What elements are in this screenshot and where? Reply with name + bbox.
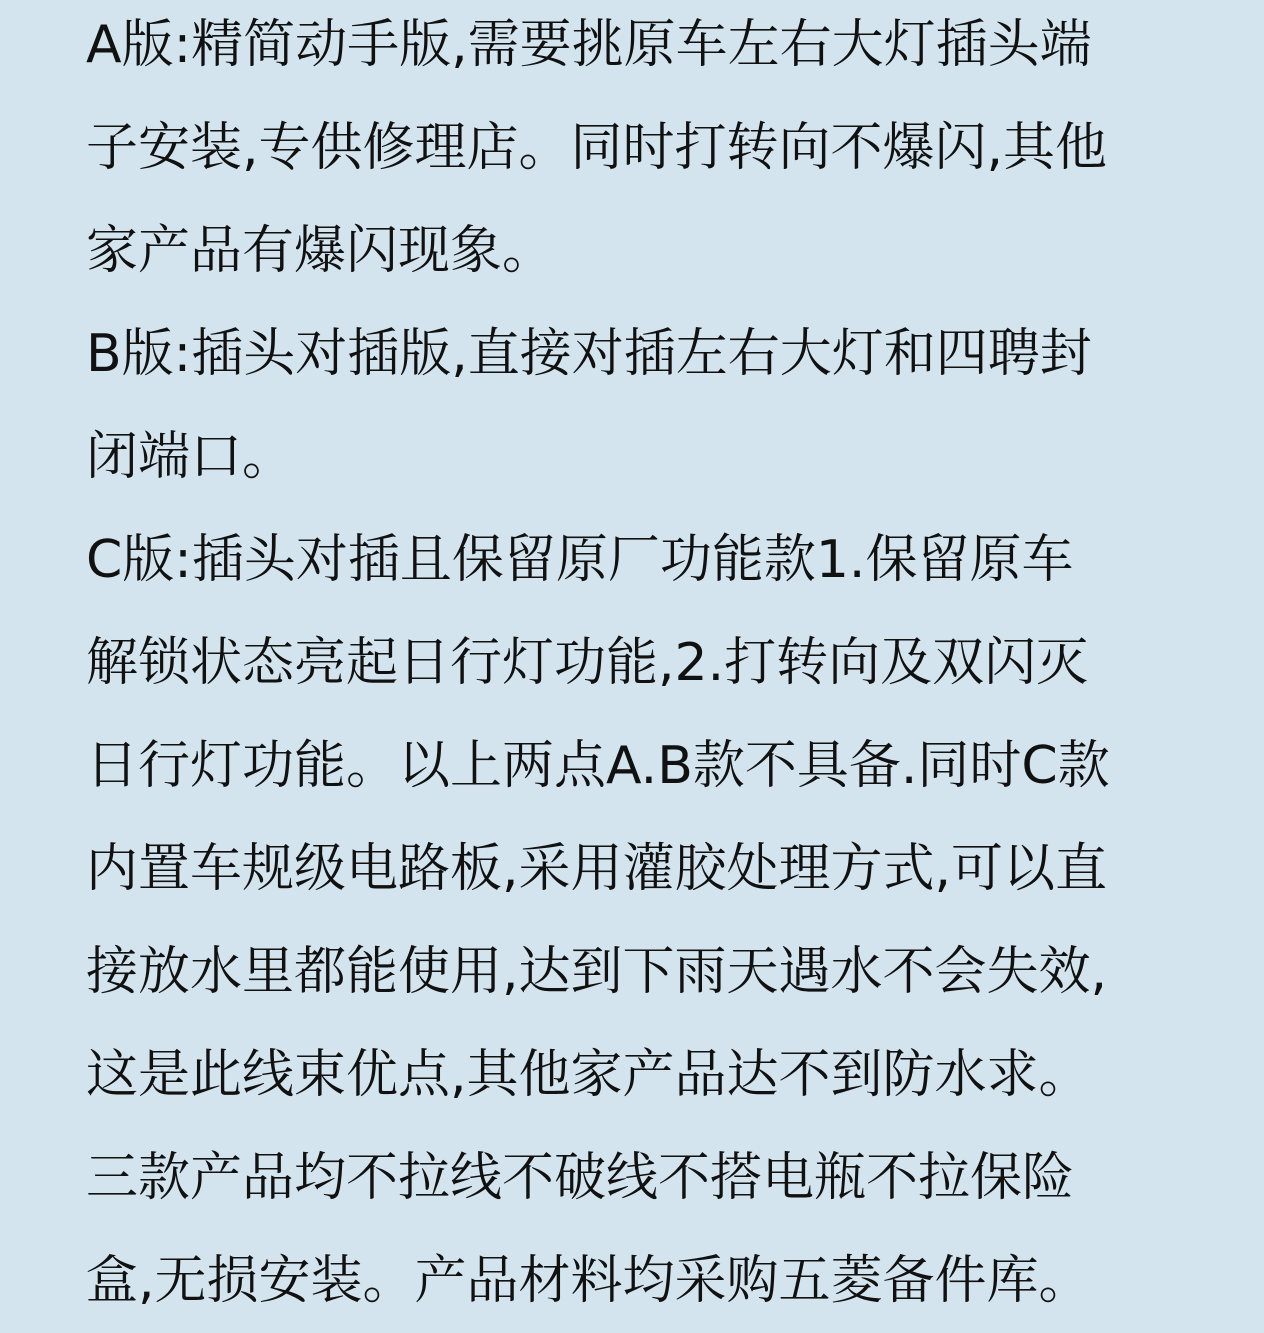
text-line-12: 三款产品均不拉线不破线不搭电瓶不拉保险 xyxy=(86,1148,1075,1208)
product-description-text xyxy=(86,0,1206,1333)
text-line-13: 盒,无损安装。产品材料均采购五菱备件库。 xyxy=(86,1251,1091,1311)
text-line-10: 接放水里都能使用,达到下雨天遇水不会失效, xyxy=(86,942,1108,1002)
text-line-5: 闭端口。 xyxy=(86,427,295,487)
text-line-6: C版:插头对插且保留原厂功能款1.保留原车 xyxy=(86,530,1074,590)
text-line-1: A版:精简动手版,需要挑原车左右大灯插头端 xyxy=(86,15,1092,75)
text-line-4: B版:插头对插版,直接对插左右大灯和四聘封 xyxy=(86,324,1092,384)
text-line-9: 内置车规级电路板,采用灌胶处理方式,可以直 xyxy=(86,839,1108,899)
text-line-7: 解锁状态亮起日行灯功能,2.打转向及双闪灭 xyxy=(86,633,1089,693)
text-line-11: 这是此线束优点,其他家产品达不到防水求。 xyxy=(86,1045,1091,1105)
text-line-2: 子安装,专供修理店。同时打转向不爆闪,其他 xyxy=(86,118,1108,178)
text-line-3: 家产品有爆闪现象。 xyxy=(86,221,555,281)
text-line-8: 日行灯功能。以上两点A.B款不具备.同时C款 xyxy=(86,736,1110,796)
